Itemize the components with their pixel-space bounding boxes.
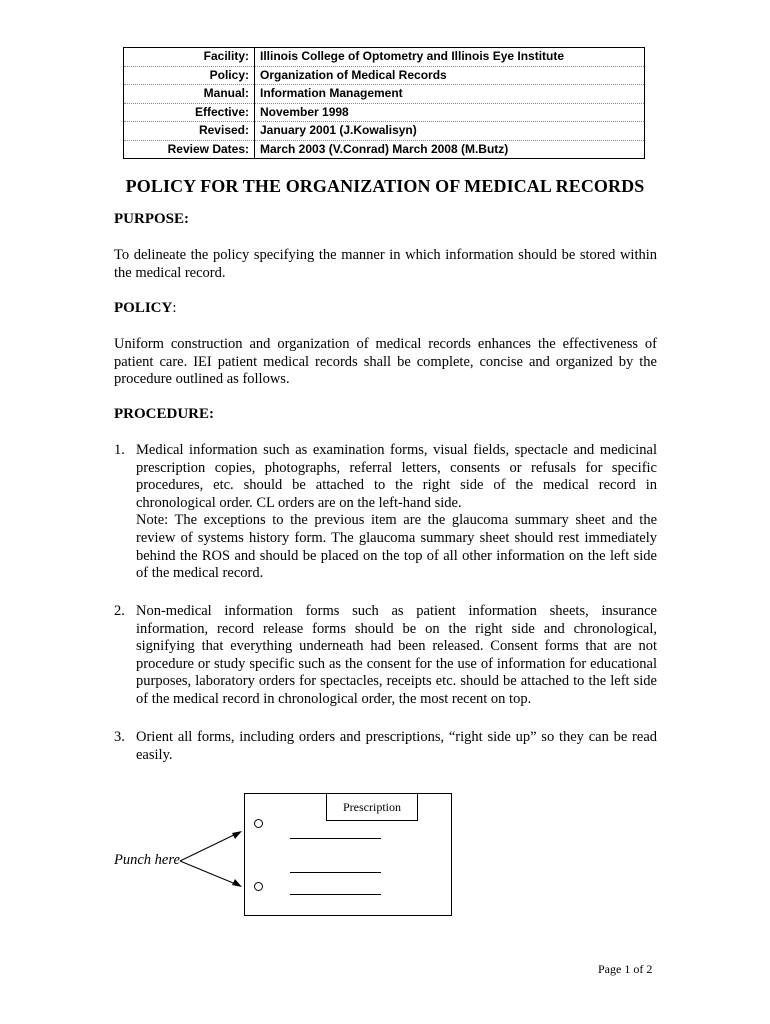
- policy-info-table: [123, 47, 645, 159]
- punch-hole-top: [254, 819, 263, 828]
- item-text: Non-medical information forms such as patient information sheets, insurance information, record release forms should be on the right side and chronological, signifying that everything underneath had been released. Consent forms that are not procedure or study specific such as the consent for the use of information for educational purposes, laboratory orders for spectacles, receipts etc. should be attached to the left side of the medical record in chronological order, the most recent on top.: [136, 603, 657, 707]
- info-value: Illinois College of Optometry and Illinois Eye Institute: [260, 49, 565, 64]
- info-row-effective: [124, 103, 645, 122]
- form-line: [290, 872, 381, 873]
- purpose-text: To delineate the policy specifying the manner in which information should be stored within the medical record.: [114, 247, 657, 281]
- info-label: Policy:: [124, 66, 255, 85]
- punch-arrows-icon: [170, 825, 250, 895]
- form-line: [290, 838, 381, 839]
- procedure-heading: PROCEDURE:: [114, 406, 214, 422]
- info-label: Facility:: [124, 48, 255, 67]
- item-number: 3.: [114, 729, 125, 745]
- prescription-tab-label: Prescription: [326, 793, 418, 821]
- policy-text: Uniform construction and organization of medical records enhances the effectiveness of patient care. IEI patient medical records shall be complete, concise and organized by the procedure outlined as follows.: [114, 336, 657, 388]
- info-label: Review Dates:: [124, 140, 255, 159]
- info-label: Revised:: [124, 122, 255, 141]
- info-row-review-dates: [124, 140, 645, 159]
- policy-heading: [114, 300, 177, 317]
- info-value: Information Management: [260, 86, 403, 101]
- procedure-item-3: [114, 729, 657, 764]
- punch-here-label: Punch here: [114, 852, 180, 868]
- item-note: Note: The exceptions to the previous item are the glaucoma summary sheet and the review of systems history form. The glaucoma summary sheet should rest immediately behind the ROS and should be placed on the top of all other information on the left side of the medical record.: [136, 512, 657, 582]
- info-row-manual: [124, 85, 645, 104]
- document-title: POLICY FOR THE ORGANIZATION OF MEDICAL RECORDS: [125, 176, 645, 196]
- item-text: Orient all forms, including orders and prescriptions, “right side up” so they can be read easily.: [136, 729, 657, 763]
- policy-heading-colon: :: [172, 300, 177, 316]
- item-number: 1.: [114, 442, 125, 458]
- purpose-heading: PURPOSE:: [114, 211, 189, 227]
- prescription-form-diagram: [244, 793, 452, 916]
- info-row-facility: [124, 48, 645, 67]
- page-number: Page 1 of 2: [598, 962, 653, 976]
- info-value: November 1998: [260, 104, 349, 119]
- info-row-revised: [124, 122, 645, 141]
- info-value: March 2003 (V.Conrad) March 2008 (M.Butz): [260, 141, 509, 156]
- info-row-policy: [124, 66, 645, 85]
- procedure-item-2: [114, 603, 657, 709]
- info-value: Organization of Medical Records: [260, 67, 447, 82]
- info-label: Effective:: [124, 103, 255, 122]
- form-line: [290, 894, 381, 895]
- info-value: January 2001 (J.Kowalisyn): [260, 123, 417, 138]
- punch-hole-bottom: [254, 882, 263, 891]
- procedure-item-1: [114, 442, 657, 583]
- item-text: Medical information such as examination forms, visual fields, spectacle and medicinal prescription copies, photographs, referral letters, consents or refusals for specific procedures, etc. should be attached to the right side of the medical record in chronological order. CL orders are on the left-hand side.: [136, 442, 657, 511]
- policy-heading-text: POLICY: [114, 300, 173, 316]
- info-label: Manual:: [124, 85, 255, 104]
- item-number: 2.: [114, 603, 125, 619]
